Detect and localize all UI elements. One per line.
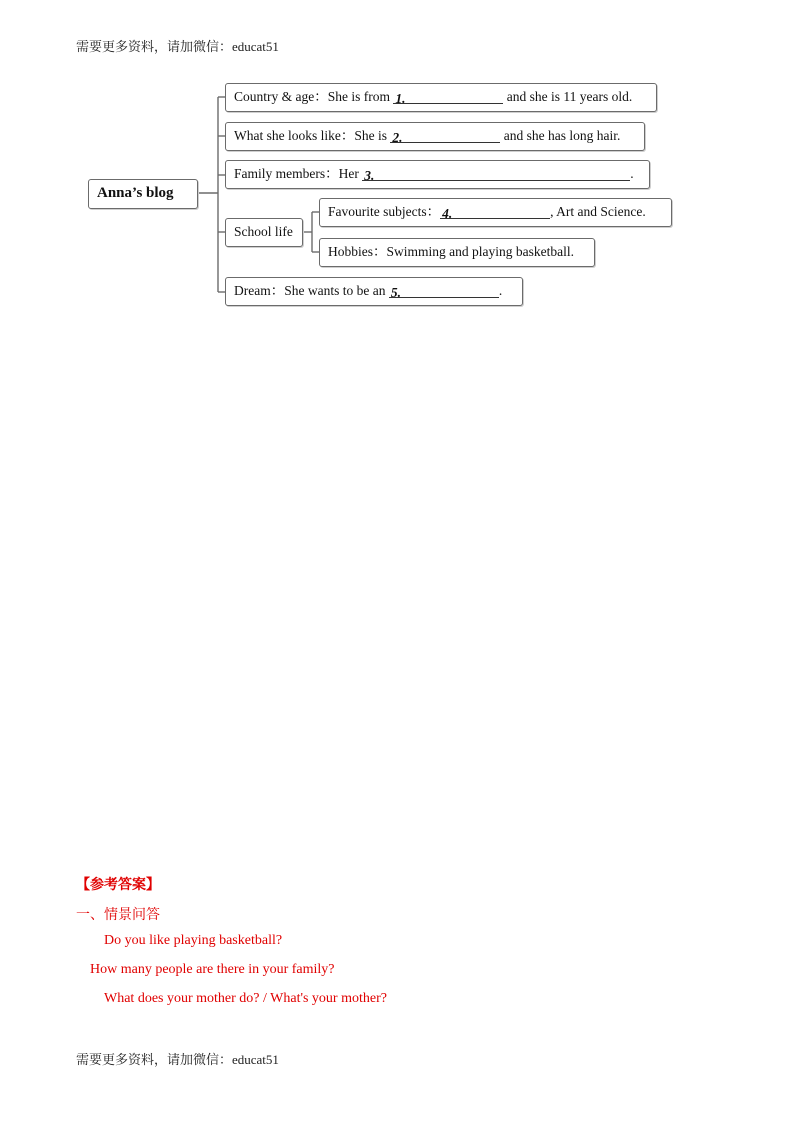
blank-number: 4. [442,206,453,221]
answer-blank-4[interactable] [440,201,550,219]
answer-line: What does your mother do? / What's your mother? [104,991,387,1006]
node-text: Family members：Her [234,166,363,181]
node-favourite-subjects [319,198,672,227]
page-footer: 需要更多资料，请加微信：educat51 [76,1052,279,1067]
root-label: Anna’s blog [97,185,174,201]
answers-title: 【参考答案】 [76,878,160,893]
blank-number: 5. [390,285,401,300]
answer-line: How many people are there in your family? [90,962,335,977]
hobbies-label: Hobbies：Swimming and playing basketball. [328,244,574,259]
node-text: What she looks like：She is [234,128,391,143]
node-text: and she has long hair. [500,128,621,143]
blank-number: 2. [392,130,403,145]
answer-blank-3[interactable] [362,163,630,181]
node-text: , Art and Science. [550,204,646,219]
answer-blank-2[interactable] [390,125,500,143]
blank-number: 1. [395,91,406,106]
page-header: 需要更多资料，请加微信：educat51 [76,39,279,54]
blank-number: 3. [364,168,375,183]
node-country-age [225,83,657,112]
node-family [225,160,650,189]
answers-section-heading: 一、情景问答 [76,908,160,923]
node-text: and she is 11 years old. [503,89,633,104]
root-node [88,179,198,209]
node-text: Country & age：She is from [234,89,394,104]
node-text: Favourite subjects： [328,204,441,219]
node-dream [225,277,523,306]
answer-line: Do you like playing basketball? [104,933,283,948]
answer-blank-5[interactable] [389,280,499,298]
node-text: Dream：She wants to be an [234,283,389,298]
node-text: . [630,166,634,181]
node-hobbies [319,238,595,267]
node-text: . [498,283,503,298]
node-school-life [225,218,303,247]
node-looks [225,122,645,151]
school-label: School life [234,224,293,239]
answer-blank-1[interactable] [393,86,503,104]
